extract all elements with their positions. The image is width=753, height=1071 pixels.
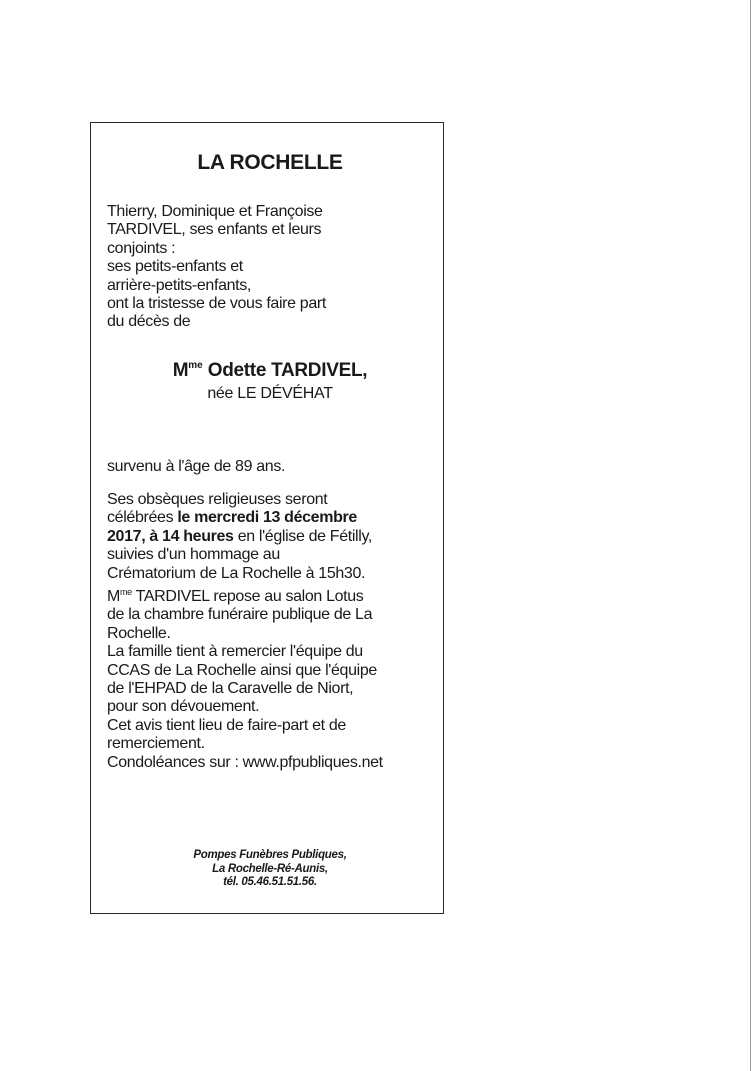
intro-line: conjoints : bbox=[107, 239, 176, 257]
full-name: Odette TARDIVEL, bbox=[207, 360, 368, 381]
intro-paragraph bbox=[107, 203, 433, 332]
obituary-notice bbox=[90, 122, 444, 914]
details-line: La famille tient à remercier l'équipe du bbox=[107, 643, 363, 661]
title-suffix: me bbox=[188, 360, 203, 371]
intro-line: ont la tristesse de vous faire part bbox=[107, 295, 326, 313]
details-line: CCAS de La Rochelle ainsi que l'équipe bbox=[107, 661, 377, 679]
details-line: de l'EHPAD de la Caravelle de Niort, bbox=[107, 680, 354, 698]
details-line: pour son dévouement. bbox=[107, 698, 260, 716]
scan-edge-line bbox=[750, 0, 751, 1071]
details-line: Crématorium de La Rochelle à 15h30. bbox=[107, 564, 366, 582]
title-prefix: M bbox=[172, 360, 189, 381]
details-line: remerciement. bbox=[107, 735, 205, 753]
footer-phone: tél. 05.46.51.51.56. bbox=[223, 876, 317, 888]
funeral-date: le mercredi 13 décembre bbox=[177, 509, 357, 527]
funeral-details bbox=[107, 491, 433, 772]
funeral-year-time: 2017, à 14 heures bbox=[107, 527, 234, 545]
details-line: suivies d'un hommage au bbox=[107, 546, 280, 564]
details-line: $M^{me}$ TARDIVEL repose au salon Lotus bbox=[107, 587, 364, 606]
footer-line: La Rochelle-Ré-Aunis, bbox=[212, 862, 328, 875]
details-line: 2017, à 14 heures en l'église de Fétilly, bbox=[107, 527, 373, 545]
intro-line: arrière-petits-enfants, bbox=[107, 276, 252, 294]
deceased-name bbox=[107, 355, 433, 382]
intro-line: ses petits-enfants et bbox=[107, 258, 243, 276]
details-line: de la chambre funéraire publique de La bbox=[107, 606, 373, 624]
age-line: survenu à l'âge de 89 ans. bbox=[107, 458, 286, 475]
condolences-line: Condoléances sur : www.pfpubliques.net bbox=[107, 753, 383, 771]
birth-name: née LE DÉVÉHAT bbox=[207, 385, 333, 402]
details-line: Ses obsèques religieuses seront bbox=[107, 491, 328, 508]
details-line: célébrées le mercredi 13 décembre bbox=[107, 509, 357, 527]
funeral-home-credit bbox=[107, 849, 433, 890]
intro-line: TARDIVEL, ses enfants et leurs bbox=[107, 221, 322, 239]
intro-line: Thierry, Dominique et Françoise bbox=[107, 203, 323, 220]
details-line: Rochelle. bbox=[107, 624, 171, 642]
notice-city-heading: LA ROCHELLE bbox=[197, 151, 343, 174]
details-line: Cet avis tient lieu de faire-part et de bbox=[107, 716, 346, 734]
intro-line: du décès de bbox=[107, 313, 191, 331]
footer-line: Pompes Funèbres Publiques, bbox=[193, 849, 347, 861]
